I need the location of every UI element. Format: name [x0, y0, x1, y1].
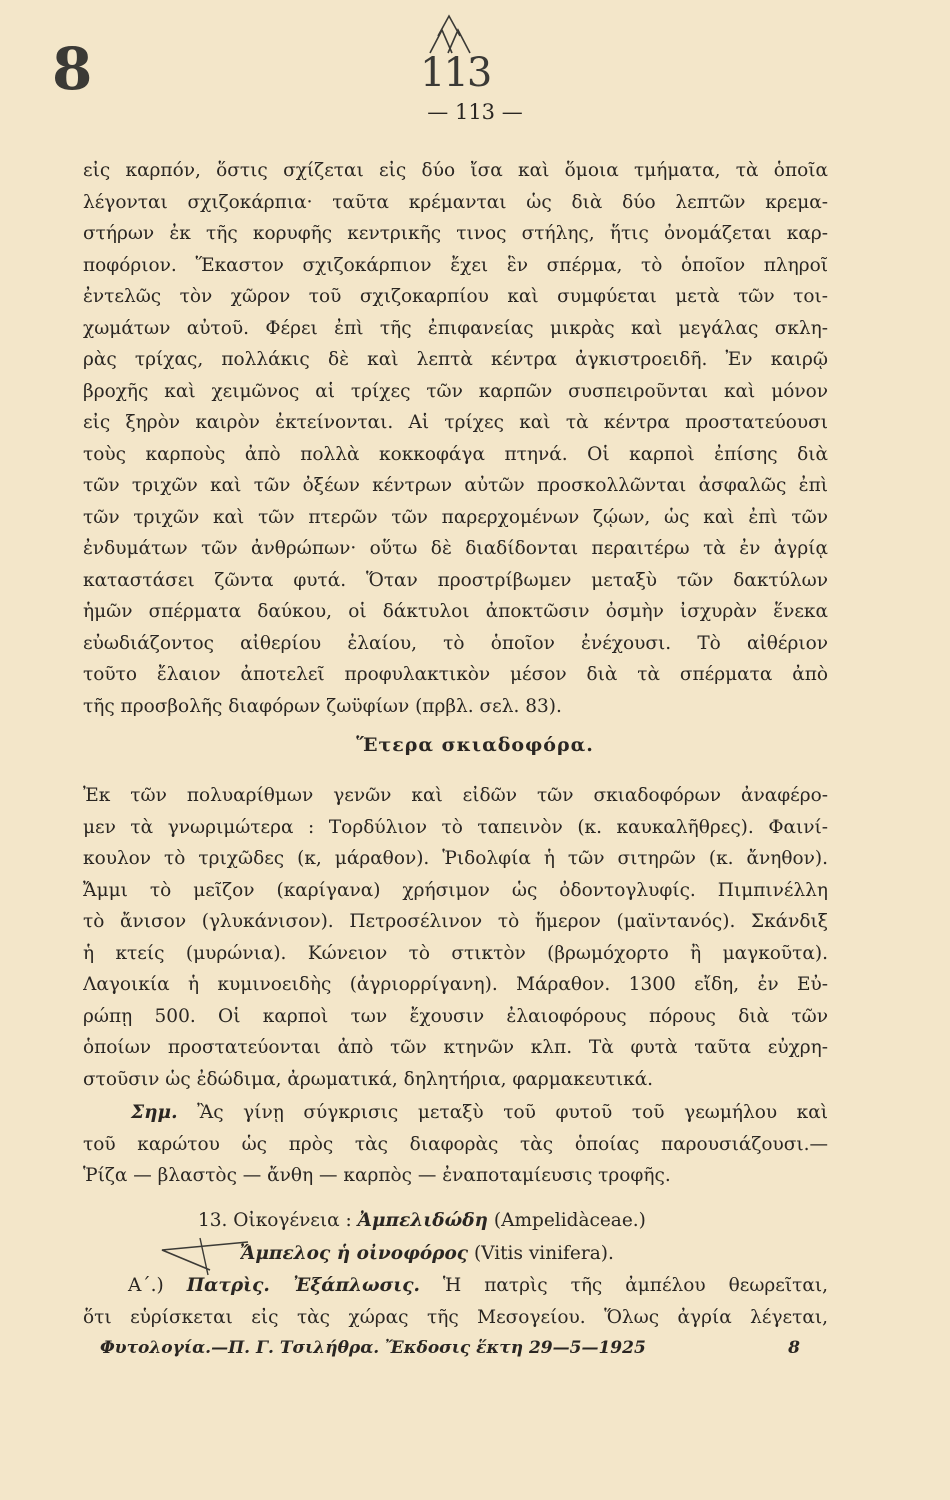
text-line: Ἐκ τῶν πολυαρίθμων γενῶν καὶ εἰδῶν τῶν σκιαδοφόρων ἀναφέρο- [83, 785, 828, 806]
text-line: εὐωδιάζοντος αἰθερίου ἐλαίου, τὸ ὁποῖον ἐνέχουσι. Τὸ αἰθέριον [83, 632, 828, 654]
text-line: στοῦσιν ὡς ἐδώδιμα, ἀρωματικά, δηλητήρια, φαρμακευτικά. [83, 1068, 654, 1090]
section-a-title: Πατρὶς. Ἐξάπλωσις. [186, 1275, 420, 1296]
text-line: εἰς ξηρὸν καιρὸν ἐκτείνονται. Αἱ τρίχες καὶ τὰ κέντρα προστατεύουσι [83, 412, 828, 433]
section-heading: Ἕτερα σκιαδοφόρα. [356, 734, 594, 756]
text-line: λέγονται σχιζοκάρπια· ταῦτα κρέμανται ὡς διὰ δύο λεπτῶν κρεμα- [83, 191, 828, 213]
text-line: ὅτι εὑρίσκεται εἰς τὰς χώρας τῆς Μεσογείου. Ὅλως ἀγρία λέγεται, [83, 1306, 828, 1328]
text-line: ἡμῶν σπέρματα δαύκου, οἱ δάκτυλοι ἀποκτῶσιν ὀσμὴν ἰσχυρὰν ἕνεκα [83, 601, 828, 622]
text-line: Ἄμμι τὸ μεῖζον (καρίγανα) χρήσιμον ὡς ὀδοντογλυφίς. Πιμπινέλλη [83, 879, 828, 901]
species-name: Ἄμπελος ἡ οἰνοφόρος [240, 1243, 469, 1264]
text-line: στήρων ἐκ τῆς κορυφῆς κεντρικῆς τινος στήλης, ἥτις ὀνομάζεται καρ- [83, 223, 828, 244]
text-line: μεν τὰ γνωριμώτερα : Τορδύλιον τὸ ταπεινὸν (κ. καυκαλῆθρες). Φαινί- [83, 816, 828, 838]
text-line: βροχῆς καὶ χειμῶνος αἱ τρίχες τῶν καρπῶν συσπειροῦνται καὶ μόνον [83, 380, 828, 402]
species-latin: (Vitis vinifera). [468, 1243, 614, 1264]
family-heading [198, 1205, 818, 1237]
section-a-text: Ἡ πατρὶς τῆς ἀμπέλου θεωρεῖται, [419, 1275, 828, 1296]
text-line: τὸ ἄνισον (γλυκάνισον). Πετροσέλινον τὸ ἥμερον (μαϊντανός). Σκάνδιξ [83, 911, 828, 932]
text-line: ρώπῃ 500. Οἱ καρποὶ των ἔχουσιν ἐλαιοφόρους πόρους διὰ τῶν [83, 1005, 828, 1027]
family-prefix: 13. Οἰκογένεια : [198, 1210, 358, 1231]
page-number: — 113 — [427, 100, 523, 124]
footer [100, 1338, 800, 1358]
text-line [83, 1270, 828, 1302]
section-a-prefix: Α΄.) [128, 1275, 187, 1296]
text-line: τῶν τριχῶν καὶ τῶν πτερῶν τῶν παρερχομένων ζῴων, ὡς καὶ ἐπὶ τῶν [83, 506, 828, 528]
margin-mark: 8 [52, 35, 93, 103]
text-line: ἐντελῶς τὸν χῶρον τοῦ σχιζοκαρπίου καὶ συμφύεται μετὰ τῶν τοι- [83, 286, 828, 307]
note-line: τοῦ καρώτου ὡς πρὸς τὰς διαφορὰς τὰς ὁποίας παρουσιάζουσι.— [83, 1133, 828, 1155]
text-line: ἡ κτείς (μυρώνια). Κώνειον τὸ στικτὸν (βρωμόχορτο ἢ μαγκοῦτα). [83, 942, 828, 964]
section-a [83, 1270, 828, 1333]
paragraph-2 [83, 780, 828, 1095]
family-latin: (Ampelidàceae.) [488, 1210, 646, 1231]
text-line: χωμάτων αὐτοῦ. Φέρει ἐπὶ τῆς ἐπιφανείας μικρὰς καὶ μεγάλας σκλη- [83, 317, 828, 339]
species-line [240, 1238, 800, 1270]
text-line: τοὺς καρποὺς ἀπὸ πολλὰ κοκκοφάγα πτηνά. Οἱ καρποὶ ἐπίσης διὰ [83, 443, 828, 465]
handwritten-page-number: 113 [420, 50, 491, 96]
family-name: Ἀμπελιδώδη [357, 1210, 488, 1231]
text-line: ποφόριον. Ἕκαστον σχιζοκάρπιον ἔχει ἓν σπέρμα, τὸ ὁποῖον πληροῖ [83, 254, 828, 276]
paragraph-1 [83, 155, 828, 722]
note-text: Ἂς γίνῃ σύγκρισις μεταξὺ τοῦ φυτοῦ τοῦ γεωμήλου καὶ [197, 1102, 828, 1123]
text-line: Λαγοικία ἡ κυμινοειδὴς (ἀγριορρίγανη). Μάραθον. 1300 εἴδη, ἐν Εὐ- [83, 974, 828, 995]
family-line [198, 1205, 818, 1237]
footer-signature: 8 [788, 1338, 800, 1358]
text-line: κουλον τὸ τριχῶδες (κ, μάραθον). Ῥιδολφία ἡ τῶν σιτηρῶν (κ. ἄνηθον). [83, 848, 828, 869]
note-block [83, 1097, 828, 1192]
text-line: ἐνδυμάτων τῶν ἀνθρώπων· οὕτω δὲ διαδίδονται περαιτέρω τὰ ἐν ἀγρίᾳ [83, 538, 828, 559]
text-line: τῶν τριχῶν καὶ τῶν ὀξέων κέντρων αὐτῶν προσκολλῶνται ἀσφαλῶς ἐπὶ [83, 475, 828, 496]
note-line: Ῥίζα — βλαστὸς — ἄνθη — καρπὸς — ἐναποταμίευσις τροφῆς. [83, 1165, 671, 1186]
text-line: τοῦτο ἔλαιον ἀποτελεῖ προφυλακτικὸν μέσον διὰ τὰ σπέρματα ἀπὸ [83, 664, 828, 685]
text-line: ρὰς τρίχας, πολλάκις δὲ καὶ λεπτὰ κέντρα ἀγκιστροειδῆ. Ἐν καιρῷ [83, 349, 828, 370]
note-line [83, 1097, 828, 1129]
text-line: ὁποίων προστατεύονται ἀπὸ τῶν κτηνῶν κλπ. Τὰ φυτὰ ταῦτα εὐχρη- [83, 1037, 828, 1058]
text-line: τῆς προσβολῆς διαφόρων ζωϋφίων (πρβλ. σελ. 83). [83, 695, 562, 717]
species-heading [240, 1238, 800, 1270]
text-line: καταστάσει ζῶντα φυτά. Ὅταν προστρίβωμεν μεταξὺ τῶν δακτύλων [83, 569, 828, 591]
text-line: εἰς καρπόν, ὅστις σχίζεται εἰς δύο ἴσα καὶ ὅμοια τμήματα, τὰ ὁποῖα [83, 160, 828, 181]
note-label: Σημ. [131, 1102, 178, 1123]
footer-imprint: Φυτολογία.—Π. Γ. Τσιλήθρα. Ἔκδοσις ἕκτη 29—5—1925 [100, 1338, 646, 1358]
